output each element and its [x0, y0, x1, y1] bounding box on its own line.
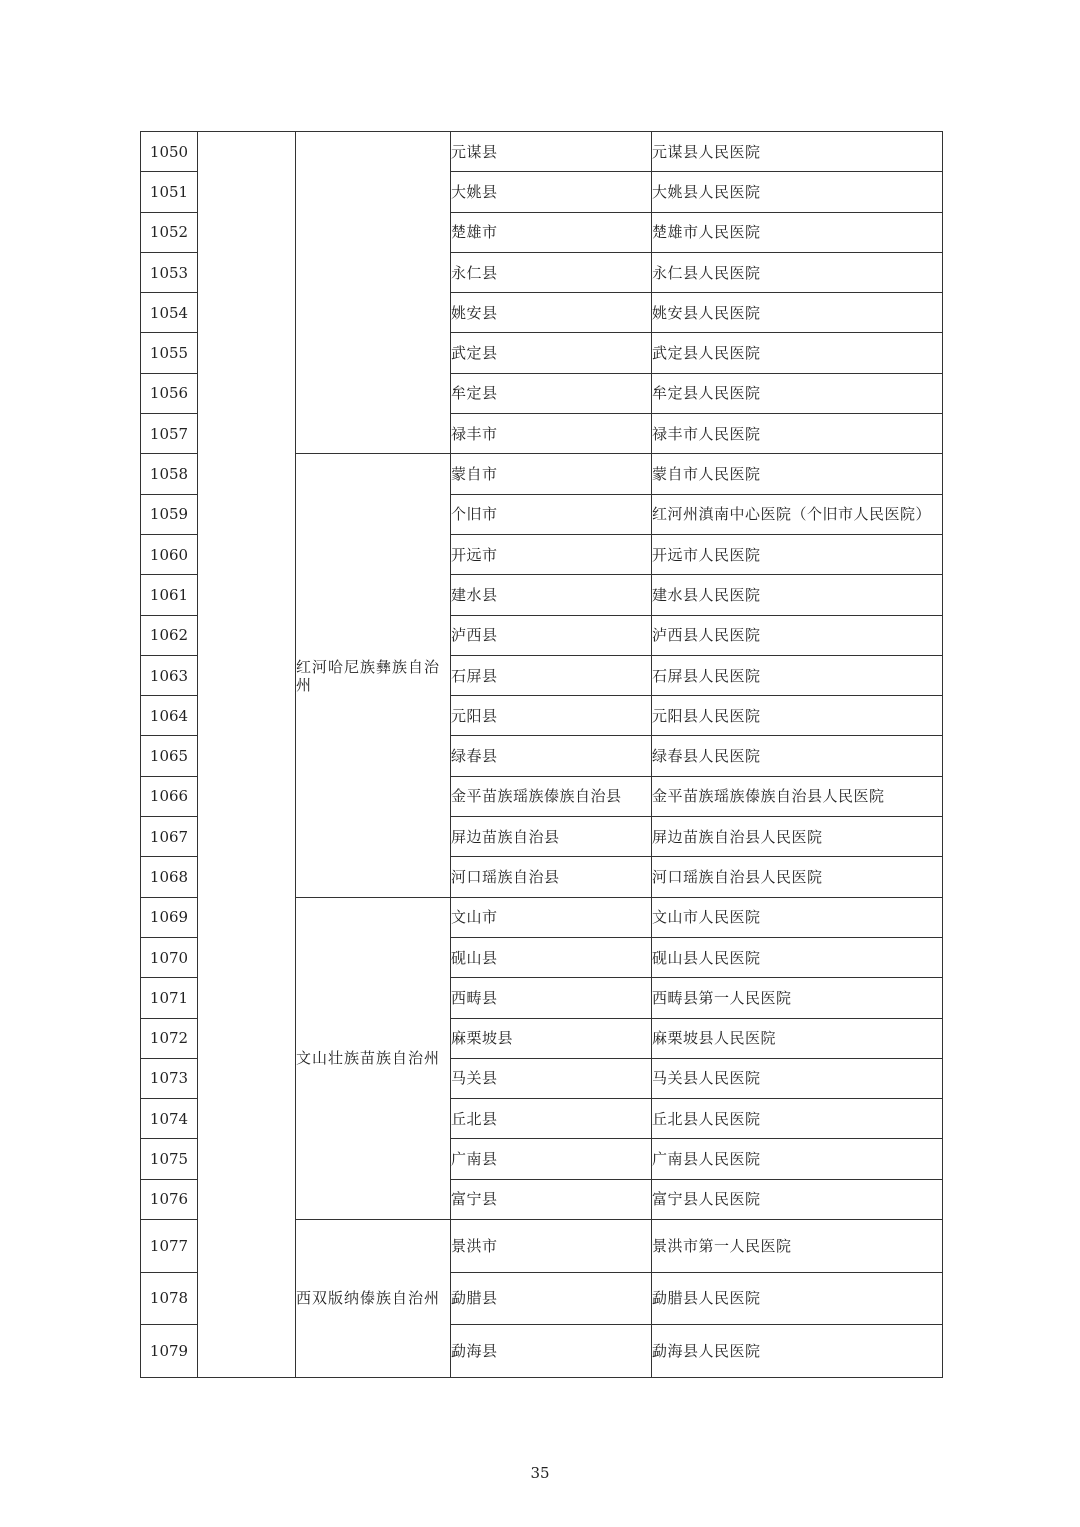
hospital-cell: 勐腊县人民医院 [652, 1272, 943, 1325]
county-cell: 武定县 [451, 333, 652, 373]
hospital-cell: 红河州滇南中心医院（个旧市人民医院） [652, 494, 943, 534]
hospital-cell: 牟定县人民医院 [652, 373, 943, 413]
county-cell: 姚安县 [451, 293, 652, 333]
row-number: 1064 [141, 696, 198, 736]
hospital-cell: 文山市人民医院 [652, 897, 943, 937]
prefecture-cell [296, 132, 451, 454]
row-number: 1079 [141, 1325, 198, 1378]
row-number: 1065 [141, 736, 198, 776]
row-number: 1067 [141, 817, 198, 857]
hospital-cell: 富宁县人民医院 [652, 1179, 943, 1219]
hospital-cell: 楚雄市人民医院 [652, 212, 943, 252]
county-cell: 西畴县 [451, 978, 652, 1018]
county-cell: 富宁县 [451, 1179, 652, 1219]
row-number: 1061 [141, 575, 198, 615]
county-cell: 河口瑶族自治县 [451, 857, 652, 897]
row-number: 1060 [141, 534, 198, 574]
county-cell: 广南县 [451, 1139, 652, 1179]
row-number: 1078 [141, 1272, 198, 1325]
row-number: 1059 [141, 494, 198, 534]
hospital-cell: 绿春县人民医院 [652, 736, 943, 776]
hospital-cell: 蒙自市人民医院 [652, 454, 943, 494]
hospital-cell: 大姚县人民医院 [652, 172, 943, 212]
row-number: 1058 [141, 454, 198, 494]
county-cell: 禄丰市 [451, 414, 652, 454]
hospital-cell: 永仁县人民医院 [652, 252, 943, 292]
hospital-cell: 元谋县人民医院 [652, 132, 943, 172]
row-number: 1072 [141, 1018, 198, 1058]
county-cell: 绿春县 [451, 736, 652, 776]
row-number: 1071 [141, 978, 198, 1018]
row-number: 1066 [141, 776, 198, 816]
row-number: 1073 [141, 1058, 198, 1098]
county-cell: 大姚县 [451, 172, 652, 212]
county-cell: 蒙自市 [451, 454, 652, 494]
row-number: 1063 [141, 655, 198, 695]
county-cell: 牟定县 [451, 373, 652, 413]
hospital-cell: 广南县人民医院 [652, 1139, 943, 1179]
hospital-cell: 禄丰市人民医院 [652, 414, 943, 454]
row-number: 1069 [141, 897, 198, 937]
page-number: 35 [530, 1464, 550, 1482]
hospital-cell: 勐海县人民医院 [652, 1325, 943, 1378]
hospital-cell: 姚安县人民医院 [652, 293, 943, 333]
county-cell: 砚山县 [451, 937, 652, 977]
county-cell: 楚雄市 [451, 212, 652, 252]
hospital-table [140, 131, 943, 1378]
hospital-cell: 石屏县人民医院 [652, 655, 943, 695]
hospital-cell: 开远市人民医院 [652, 534, 943, 574]
row-number: 1054 [141, 293, 198, 333]
county-cell: 屏边苗族自治县 [451, 817, 652, 857]
hospital-cell: 麻栗坡县人民医院 [652, 1018, 943, 1058]
county-cell: 个旧市 [451, 494, 652, 534]
row-number: 1053 [141, 252, 198, 292]
hospital-cell: 砚山县人民医院 [652, 937, 943, 977]
county-cell: 文山市 [451, 897, 652, 937]
county-cell: 泸西县 [451, 615, 652, 655]
county-cell: 永仁县 [451, 252, 652, 292]
hospital-cell: 金平苗族瑶族傣族自治县人民医院 [652, 776, 943, 816]
county-cell: 建水县 [451, 575, 652, 615]
county-cell: 勐腊县 [451, 1272, 652, 1325]
hospital-cell: 西畴县第一人民医院 [652, 978, 943, 1018]
row-number: 1057 [141, 414, 198, 454]
county-cell: 金平苗族瑶族傣族自治县 [451, 776, 652, 816]
row-number: 1075 [141, 1139, 198, 1179]
prefecture-cell: 文山壮族苗族自治州 [296, 897, 451, 1219]
county-cell: 景洪市 [451, 1220, 652, 1273]
row-number: 1062 [141, 615, 198, 655]
hospital-cell: 泸西县人民医院 [652, 615, 943, 655]
county-cell: 石屏县 [451, 655, 652, 695]
table-row [141, 132, 943, 172]
prefecture-cell: 西双版纳傣族自治州 [296, 1220, 451, 1378]
county-cell: 勐海县 [451, 1325, 652, 1378]
row-number: 1076 [141, 1179, 198, 1219]
row-number: 1056 [141, 373, 198, 413]
hospital-cell: 丘北县人民医院 [652, 1099, 943, 1139]
row-number: 1074 [141, 1099, 198, 1139]
province-cell [198, 132, 296, 1378]
county-cell: 丘北县 [451, 1099, 652, 1139]
row-number: 1055 [141, 333, 198, 373]
county-cell: 元阳县 [451, 696, 652, 736]
county-cell: 马关县 [451, 1058, 652, 1098]
prefecture-cell: 红河哈尼族彝族自治州 [296, 454, 451, 897]
hospital-cell: 武定县人民医院 [652, 333, 943, 373]
county-cell: 元谋县 [451, 132, 652, 172]
county-cell: 开远市 [451, 534, 652, 574]
row-number: 1050 [141, 132, 198, 172]
row-number: 1077 [141, 1220, 198, 1273]
county-cell: 麻栗坡县 [451, 1018, 652, 1058]
row-number: 1068 [141, 857, 198, 897]
hospital-cell: 马关县人民医院 [652, 1058, 943, 1098]
row-number: 1051 [141, 172, 198, 212]
row-number: 1070 [141, 937, 198, 977]
hospital-cell: 元阳县人民医院 [652, 696, 943, 736]
hospital-cell: 景洪市第一人民医院 [652, 1220, 943, 1273]
hospital-cell: 河口瑶族自治县人民医院 [652, 857, 943, 897]
row-number: 1052 [141, 212, 198, 252]
hospital-cell: 建水县人民医院 [652, 575, 943, 615]
hospital-cell: 屏边苗族自治县人民医院 [652, 817, 943, 857]
